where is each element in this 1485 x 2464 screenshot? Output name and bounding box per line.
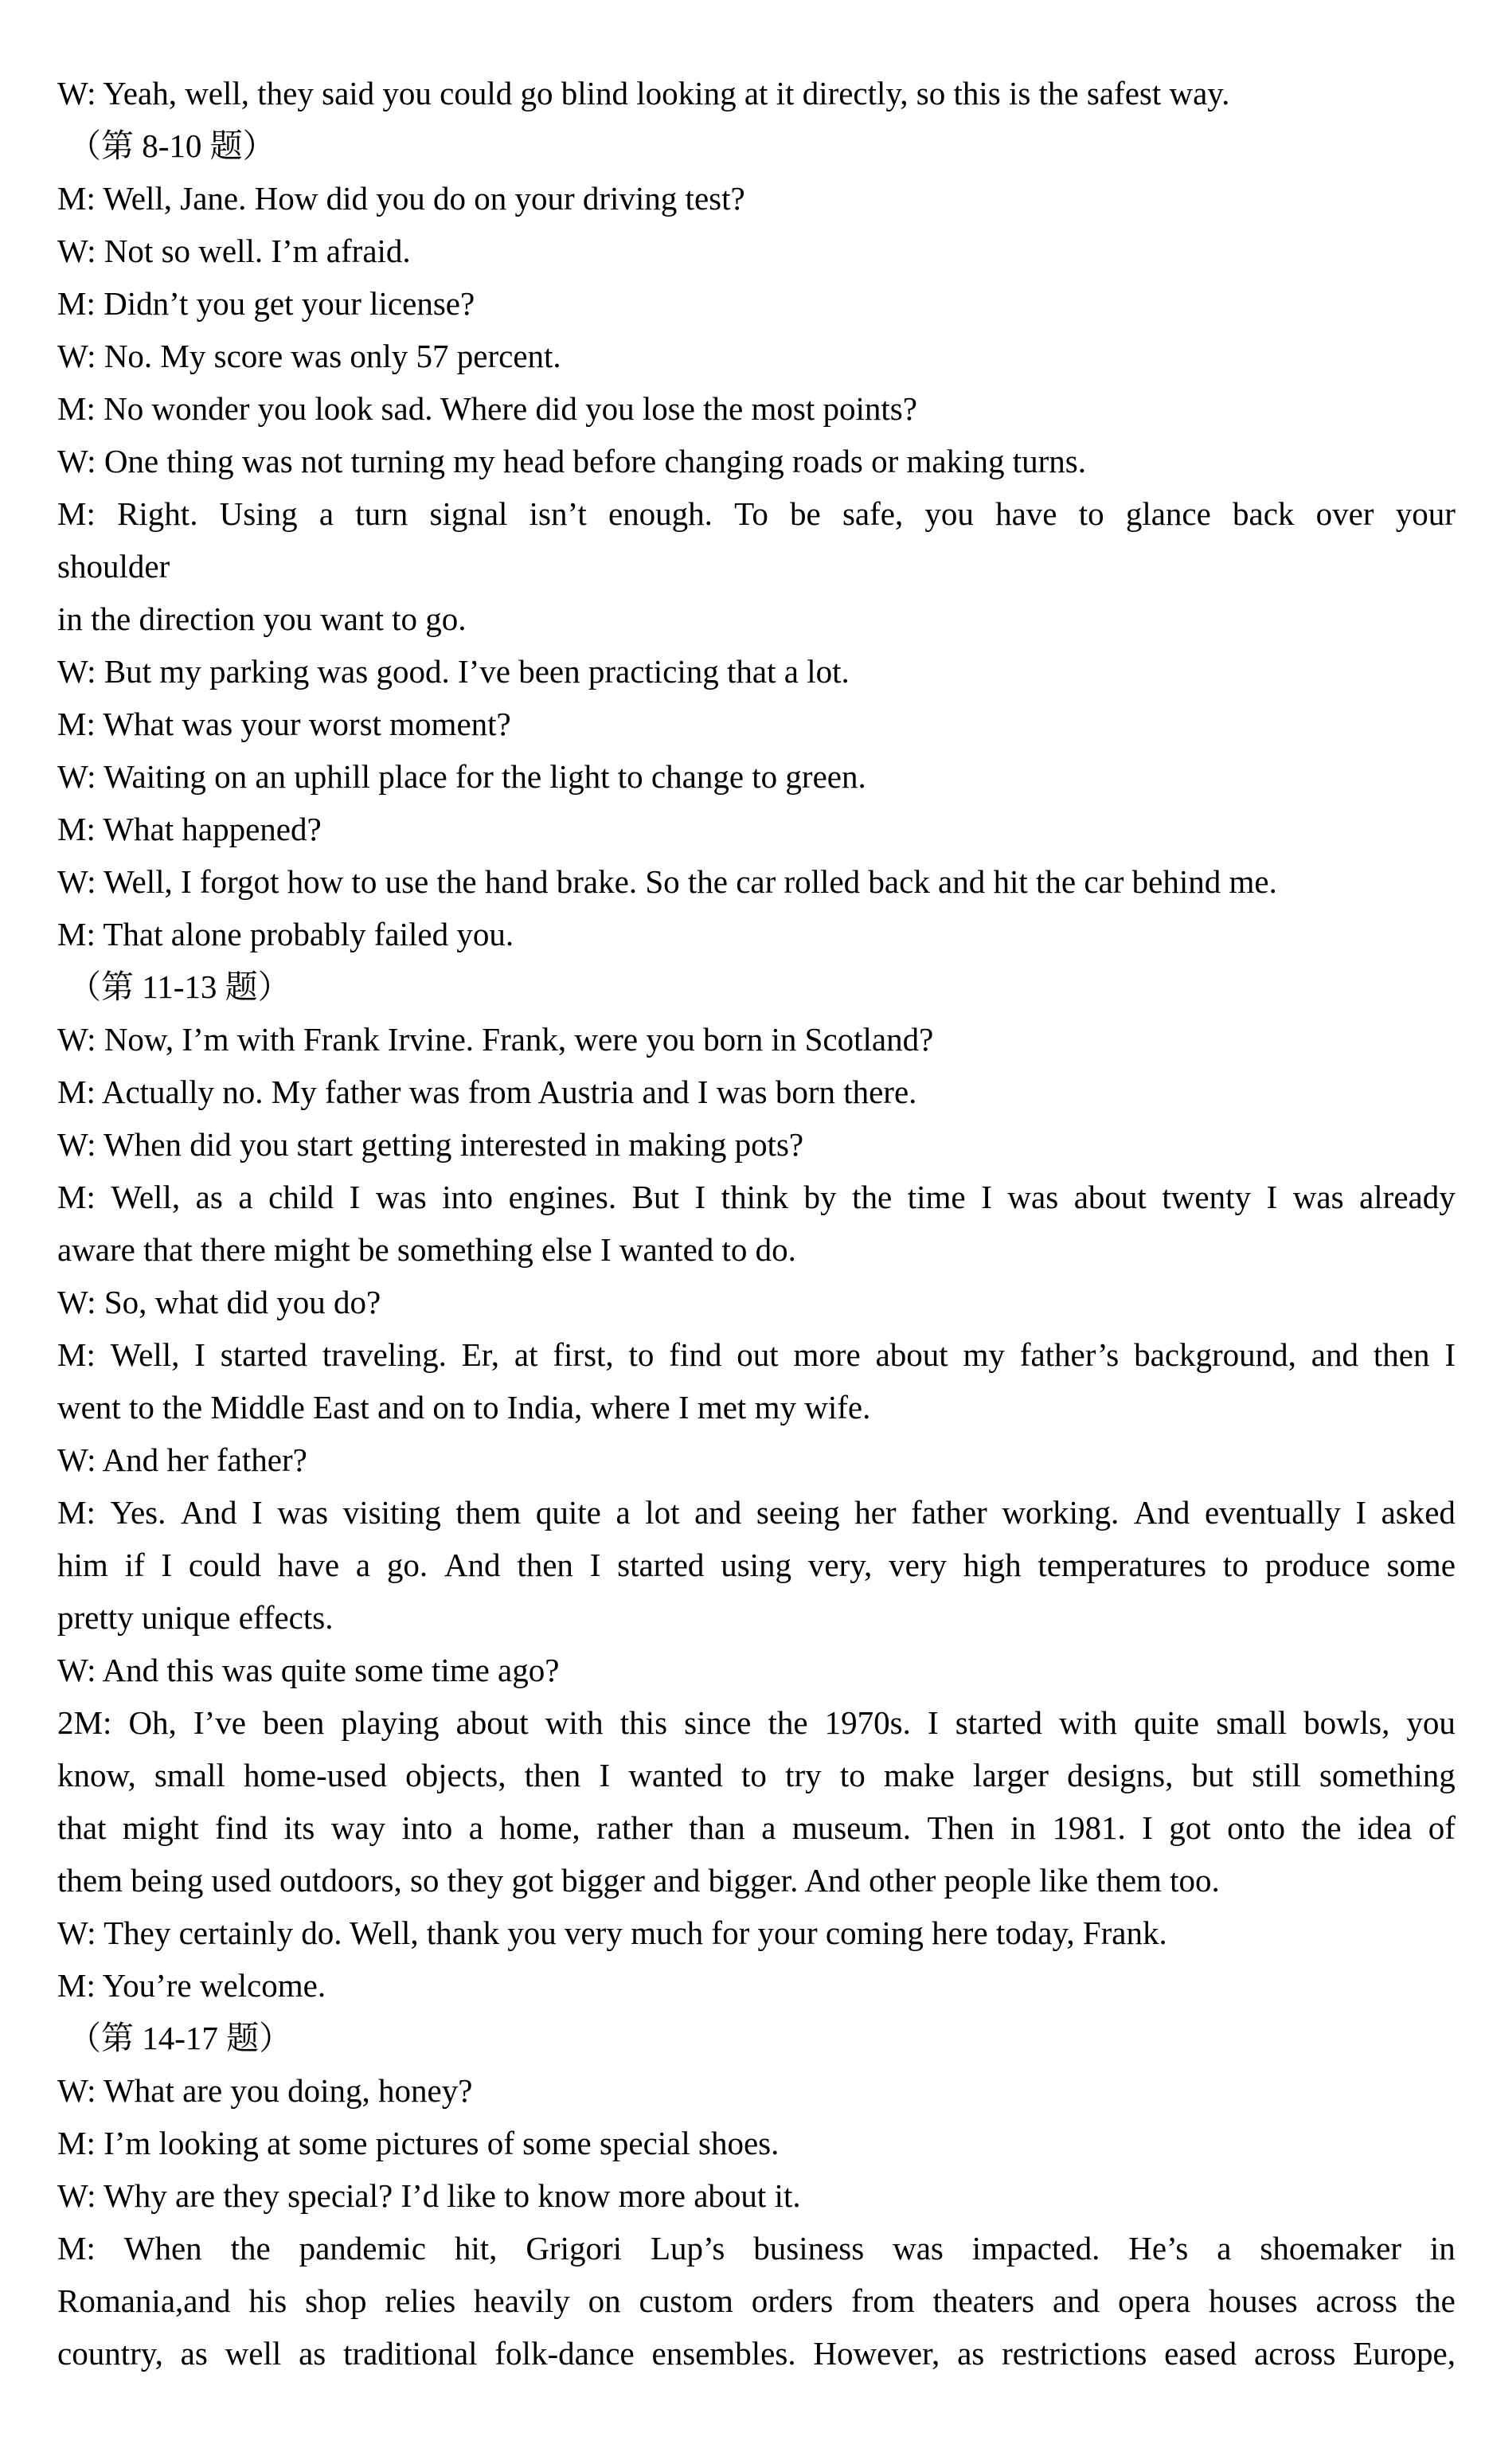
word: traveling. <box>322 1336 447 1373</box>
dialogue-line: M: What was your worst moment? <box>57 706 511 742</box>
word: rather <box>596 1809 673 1846</box>
section-heading-8-10: （第 8-10 题） <box>68 127 276 164</box>
word: the <box>768 1704 808 1741</box>
word: M: <box>57 1179 96 1215</box>
word: father’s <box>1019 1336 1120 1373</box>
word: I <box>599 1757 611 1793</box>
word: the <box>230 2230 271 2266</box>
word: I <box>1266 1179 1278 1215</box>
word: Then <box>927 1809 995 1846</box>
word: enough. <box>608 495 713 532</box>
word: across <box>1254 2335 1336 2372</box>
word: Using <box>219 495 298 532</box>
dialogue-line: W: Waiting on an uphill place for the light to change to green. <box>57 758 866 795</box>
word: still <box>1252 1757 1301 1793</box>
word: with <box>545 1704 604 1741</box>
word: you <box>924 495 974 532</box>
word: have <box>995 495 1057 532</box>
word: its <box>283 1809 315 1846</box>
dialogue-line <box>57 1542 1456 1594</box>
dialogue-line: W: Why are they special? I’d like to know more about it. <box>57 2177 801 2214</box>
word: way <box>330 1809 386 1846</box>
word: father <box>911 1494 987 1531</box>
word: quite <box>535 1494 601 1531</box>
word: him <box>57 1547 108 1583</box>
word: However, <box>813 2335 940 2372</box>
word: Well, <box>110 1336 180 1373</box>
word: quite <box>1134 1704 1200 1741</box>
word: And <box>444 1547 501 1583</box>
word: I <box>1444 1336 1456 1373</box>
word: about <box>455 1704 529 1741</box>
word: as <box>195 1179 223 1215</box>
word: at <box>514 1336 538 1373</box>
word: his <box>248 2282 287 2319</box>
word: working. <box>1002 1494 1120 1531</box>
word: was <box>893 2230 944 2266</box>
word: in <box>1429 2230 1456 2266</box>
word: might <box>122 1809 199 1846</box>
dialogue-line: W: Yeah, well, they said you could go blind looking at it directly, so this is the safest way. <box>57 75 1230 111</box>
word: restrictions <box>1002 2335 1147 2372</box>
word: more <box>793 1336 861 1373</box>
word: was <box>375 1179 427 1215</box>
dialogue-line: W: Now, I’m with Frank Irvine. Frank, were you born in Scotland? <box>57 1021 934 1058</box>
word: M: <box>57 1336 96 1373</box>
word: you <box>1406 1704 1456 1741</box>
word: folk-dance <box>494 2335 635 2372</box>
word: shop <box>305 2282 367 2319</box>
dialogue-line: went to the Middle East and on to India, where I met my wife. <box>57 1389 871 1426</box>
word: in <box>1010 1809 1037 1846</box>
word: find <box>669 1336 722 1373</box>
word: 1970s. <box>824 1704 911 1741</box>
word: out <box>737 1336 779 1373</box>
word: know, <box>57 1757 136 1793</box>
dialogue-line: shoulder <box>57 548 170 585</box>
word: eased <box>1164 2335 1237 2372</box>
word: across <box>1315 2282 1397 2319</box>
word: And <box>180 1494 237 1531</box>
word: a <box>355 1547 371 1583</box>
word: safe, <box>842 495 904 532</box>
word: signal <box>429 495 508 532</box>
word: Well, <box>111 1179 181 1215</box>
word: child <box>268 1179 334 1215</box>
word: time <box>907 1179 966 1215</box>
dialogue-line: M: Didn’t you get your license? <box>57 285 475 322</box>
dialogue-line: W: But my parking was good. I’ve been practicing that a lot. <box>57 653 850 690</box>
word: started <box>617 1547 705 1583</box>
word: find <box>215 1809 268 1846</box>
word: started <box>220 1336 308 1373</box>
word: temperatures <box>1038 1547 1207 1583</box>
word: could <box>188 1547 261 1583</box>
word: I <box>1355 1494 1366 1531</box>
word: larger <box>973 1757 1049 1793</box>
word: to <box>628 1336 655 1373</box>
word: on <box>588 2282 621 2319</box>
word: was <box>277 1494 329 1531</box>
word: about <box>1073 1179 1147 1215</box>
word: than <box>689 1809 745 1846</box>
word: custom <box>639 2282 733 2319</box>
word: I <box>589 1547 601 1583</box>
word: started <box>955 1704 1043 1741</box>
word: I’ve <box>193 1704 246 1741</box>
dialogue-line: aware that there might be something else I wanted to do. <box>57 1231 796 1268</box>
word: have <box>277 1547 340 1583</box>
word: to <box>1078 495 1104 532</box>
word: a <box>238 1179 253 1215</box>
word: orders <box>751 2282 834 2319</box>
dialogue-line: in the direction you want to go. <box>57 600 467 637</box>
word: a <box>761 1809 776 1846</box>
word: impacted. <box>971 2230 1100 2266</box>
dialogue-line: W: So, what did you do? <box>57 1284 381 1320</box>
word: I <box>194 1336 205 1373</box>
word: Europe, <box>1353 2335 1456 2372</box>
word: museum. <box>791 1809 912 1846</box>
word: some <box>1386 1547 1456 1583</box>
word: lot <box>645 1494 680 1531</box>
dialogue-line: M: Actually no. My father was from Austria and I was born there. <box>57 1074 917 1110</box>
word: the <box>1415 2282 1456 2319</box>
dialogue-line <box>57 2278 1456 2330</box>
word: then <box>1373 1336 1430 1373</box>
word: But <box>631 1179 679 1215</box>
dialogue-line: pretty unique effects. <box>57 1599 334 1636</box>
word: to <box>1222 1547 1249 1583</box>
word: into <box>442 1179 494 1215</box>
word: objects, <box>405 1757 506 1793</box>
word: hit, <box>454 2230 498 2266</box>
word: as <box>957 2335 985 2372</box>
word: eventually <box>1204 1494 1341 1531</box>
word: back <box>1233 495 1295 532</box>
dialogue-line: W: Not so well. I’m afraid. <box>57 233 411 269</box>
word: traditional <box>343 2335 478 2372</box>
word: M: <box>57 2230 96 2266</box>
word: onto <box>1227 1809 1286 1846</box>
word: houses <box>1208 2282 1298 2319</box>
word: asked <box>1381 1494 1456 1531</box>
dialogue-line: W: They certainly do. Well, thank you very much for your coming here today, Frank. <box>57 1914 1167 1951</box>
word: first, <box>553 1336 614 1373</box>
word: and <box>1052 2282 1100 2319</box>
word: small <box>1216 1704 1288 1741</box>
word: them <box>455 1494 522 1531</box>
dialogue-line <box>57 1805 1456 1857</box>
word: wanted <box>628 1757 723 1793</box>
dialogue-line: M: You’re welcome. <box>57 1967 326 2004</box>
word: designs, <box>1067 1757 1174 1793</box>
word: Er, <box>461 1336 500 1373</box>
word: I <box>981 1179 992 1215</box>
word: small <box>154 1757 225 1793</box>
transcript-page <box>57 70 1456 2383</box>
word: home-used <box>243 1757 387 1793</box>
word: of <box>1428 1809 1456 1846</box>
word: and <box>1311 1336 1358 1373</box>
word: theaters <box>932 2282 1035 2319</box>
word: isn’t <box>529 495 587 532</box>
word: make <box>884 1757 955 1793</box>
word: think <box>721 1179 788 1215</box>
word: idea <box>1357 1809 1413 1846</box>
word: from <box>851 2282 915 2319</box>
word: my <box>963 1336 1005 1373</box>
word: a <box>615 1494 631 1531</box>
word: very <box>889 1547 947 1583</box>
word: turn <box>355 495 408 532</box>
word: To <box>734 495 768 532</box>
word: 1981. <box>1052 1809 1126 1846</box>
word: And <box>1133 1494 1190 1531</box>
word: got <box>1169 1809 1211 1846</box>
dialogue-line: W: Well, I forgot how to use the hand brake. So the car rolled back and hit the car behind me. <box>57 863 1277 900</box>
word: twenty <box>1162 1179 1251 1215</box>
word: a <box>1217 2230 1232 2266</box>
word: I <box>161 1547 173 1583</box>
word: something <box>1319 1757 1456 1793</box>
word: been <box>263 1704 325 1741</box>
dialogue-line <box>57 1489 1456 1542</box>
word: using <box>721 1547 792 1583</box>
word: since <box>684 1704 752 1741</box>
dialogue-line <box>57 1699 1456 1752</box>
word: be <box>790 495 821 532</box>
word: then <box>517 1547 573 1583</box>
word: very, <box>807 1547 873 1583</box>
word: already <box>1359 1179 1456 1215</box>
word: glance <box>1125 495 1211 532</box>
word: engines. <box>508 1179 617 1215</box>
dialogue-line <box>57 1752 1456 1805</box>
word: produce <box>1264 1547 1370 1583</box>
word: M: <box>57 495 96 532</box>
word: into <box>401 1809 453 1846</box>
word: pandemic <box>299 2230 426 2266</box>
word: this <box>619 1704 668 1741</box>
word: 2M: <box>57 1704 112 1741</box>
word: your <box>1395 495 1456 532</box>
word: bowls, <box>1303 1704 1390 1741</box>
word: Grigori <box>526 2230 623 2266</box>
word: a <box>318 495 334 532</box>
word: go. <box>386 1547 428 1583</box>
word: business <box>753 2230 865 2266</box>
word: relies <box>385 2282 456 2319</box>
word: I <box>694 1179 706 1215</box>
dialogue-line <box>57 491 1456 543</box>
word: I <box>349 1179 361 1215</box>
word: seeing <box>756 1494 840 1531</box>
dialogue-line: W: What are you doing, honey? <box>57 2072 473 2109</box>
word: but <box>1191 1757 1233 1793</box>
word: M: <box>57 1494 96 1531</box>
word: When <box>123 2230 202 2266</box>
word: I <box>1142 1809 1153 1846</box>
word: heavily <box>474 2282 570 2319</box>
word: I <box>927 1704 939 1741</box>
word: high <box>963 1547 1022 1583</box>
word: by <box>803 1179 837 1215</box>
word: her <box>854 1494 897 1531</box>
dialogue-line: them being used outdoors, so they got bigger and bigger. And other people like them too. <box>57 1862 1220 1899</box>
word: opera <box>1118 2282 1191 2319</box>
word: was <box>1007 1179 1059 1215</box>
word: about <box>875 1336 948 1373</box>
word: shoemaker <box>1260 2230 1401 2266</box>
word: a <box>468 1809 483 1846</box>
word: playing <box>341 1704 440 1741</box>
dialogue-line <box>57 1332 1456 1384</box>
word: country, <box>57 2335 163 2372</box>
word: ensembles. <box>651 2335 796 2372</box>
word: try <box>785 1757 822 1793</box>
section-heading-14-17: （第 14-17 题） <box>68 2020 292 2056</box>
word: Right. <box>117 495 198 532</box>
dialogue-line: M: That alone probably failed you. <box>57 916 514 952</box>
word: He’s <box>1128 2230 1189 2266</box>
word: if <box>124 1547 145 1583</box>
word: over <box>1315 495 1374 532</box>
section-heading-11-13: （第 11-13 题） <box>68 968 291 1005</box>
word: was <box>1292 1179 1344 1215</box>
word: I <box>252 1494 263 1531</box>
word: Romania,and <box>57 2282 231 2319</box>
word: Lup’s <box>650 2230 725 2266</box>
word: then <box>524 1757 581 1793</box>
dialogue-line: M: What happened? <box>57 811 322 847</box>
dialogue-line <box>57 1174 1456 1226</box>
dialogue-line <box>57 2330 1456 2383</box>
dialogue-line: M: Well, Jane. How did you do on your driving test? <box>57 180 745 217</box>
dialogue-line: W: When did you start getting interested in making pots? <box>57 1126 804 1163</box>
dialogue-line: M: I’m looking at some pictures of some special shoes. <box>57 2125 780 2161</box>
dialogue-line: W: One thing was not turning my head before changing roads or making turns. <box>57 443 1086 479</box>
dialogue-line: W: No. My score was only 57 percent. <box>57 338 561 374</box>
word: well <box>225 2335 282 2372</box>
dialogue-line: M: No wonder you look sad. Where did you lose the most points? <box>57 390 917 427</box>
word: the <box>852 1179 893 1215</box>
word: Oh, <box>128 1704 177 1741</box>
word: and <box>694 1494 742 1531</box>
word: as <box>180 2335 208 2372</box>
word: visiting <box>342 1494 441 1531</box>
word: home, <box>499 1809 580 1846</box>
dialogue-line <box>57 2225 1456 2278</box>
dialogue-line: W: And this was quite some time ago? <box>57 1652 560 1688</box>
word: with <box>1059 1704 1118 1741</box>
word: background, <box>1134 1336 1296 1373</box>
dialogue-line: W: And her father? <box>57 1441 307 1478</box>
word: the <box>1301 1809 1342 1846</box>
word: that <box>57 1809 107 1846</box>
word: to <box>741 1757 767 1793</box>
word: to <box>839 1757 866 1793</box>
word: as <box>299 2335 326 2372</box>
word: Yes. <box>110 1494 166 1531</box>
